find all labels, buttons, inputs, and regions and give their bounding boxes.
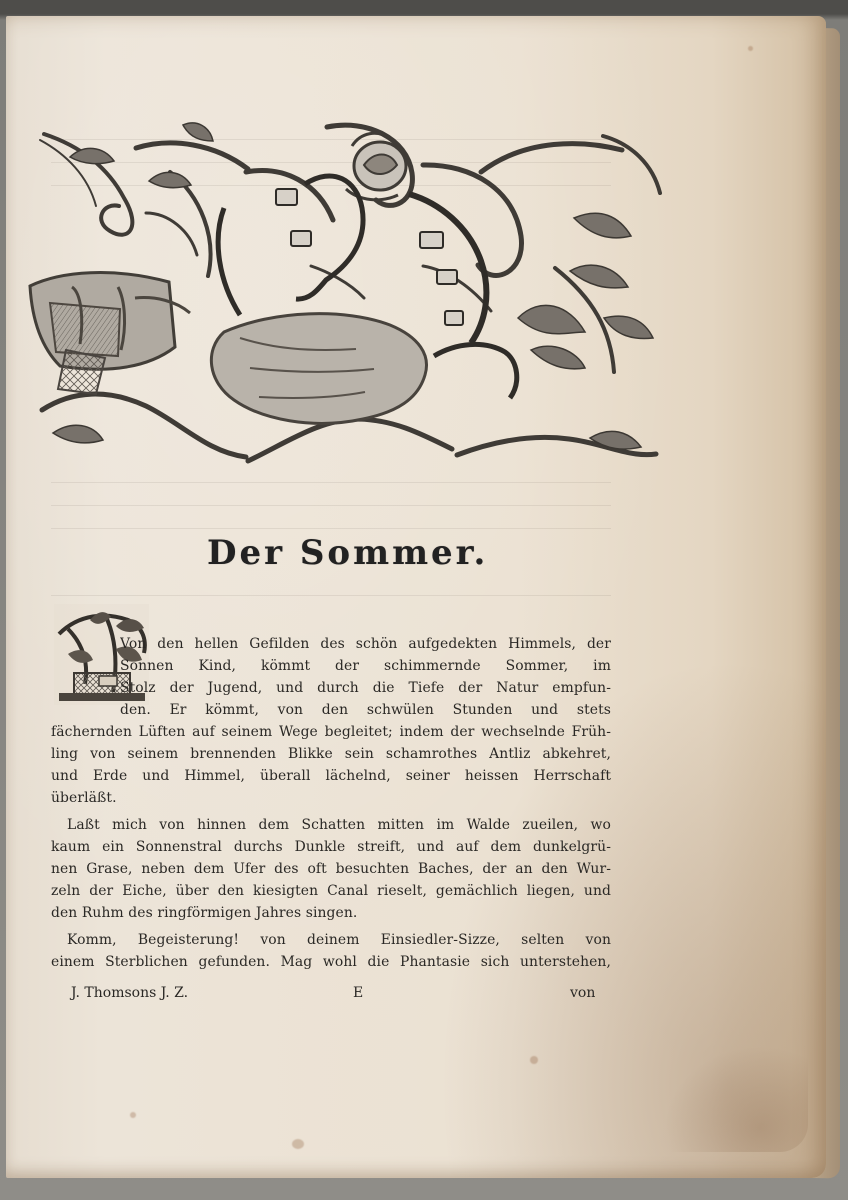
text-line: Sonnen Kind, kömmt der schimmernde Sommer, im	[120, 658, 611, 674]
text-line: und Erde und Himmel, überall lächelnd, seiner heissen Herrschaft	[51, 768, 611, 784]
text-line: den Ruhm des ringförmigen Jahres singen.	[51, 905, 358, 921]
text-line: einem Sterblichen gefunden. Mag wohl die Phantasie sich unterstehen,	[51, 954, 611, 970]
bleed-through-line	[51, 528, 611, 529]
text-line: fächernden Lüften auf seinem Wege begleitet; indem der wechselnde Früh-	[51, 724, 611, 740]
text-line: den. Er kömmt, von den schwülen Stunden und stets	[120, 702, 611, 718]
text-line: Von den hellen Gefilden des schön aufgedekten Himmels, der	[120, 636, 611, 652]
paper-stain	[530, 1056, 538, 1064]
catchword: von	[570, 985, 596, 1001]
text-line: zeln der Eiche, über den kiesigten Canal rieselt, gemächlich liegen, und	[51, 883, 611, 899]
text-line: ling von seinem brennenden Blikke sein schamrothes Antliz abkehret,	[51, 746, 611, 762]
signature-mark: J. Thomsons J. Z.	[71, 985, 189, 1001]
rococo-ornament-image	[26, 120, 666, 470]
paper-stain	[748, 46, 753, 51]
paper-stain	[292, 1139, 304, 1149]
document-page	[6, 16, 826, 1178]
text-line: nen Grase, neben dem Ufer des oft besuchten Baches, der an den Wur-	[51, 861, 611, 877]
page-title: Der Sommer.	[207, 533, 489, 573]
sheet-signature: E	[353, 985, 364, 1001]
text-line: kaum ein Sonnenstral durchs Dunkle streift, und auf dem dunkelgrü-	[51, 839, 611, 855]
text-line: überläßt.	[51, 790, 117, 806]
paper-wear	[648, 1032, 808, 1152]
bleed-through-line	[51, 595, 611, 596]
bleed-through-line	[51, 482, 611, 483]
text-line: Stolz der Jugend, und durch die Tiefe der Natur empfun-	[120, 680, 611, 696]
text-line: Laßt mich von hinnen dem Schatten mitten im Walde zueilen, wo	[67, 817, 611, 833]
bleed-through-line	[51, 505, 611, 506]
paper-stain	[130, 1112, 136, 1118]
text-line: Komm, Begeisterung! von deinem Einsiedler-Sizze, selten von	[67, 932, 611, 948]
